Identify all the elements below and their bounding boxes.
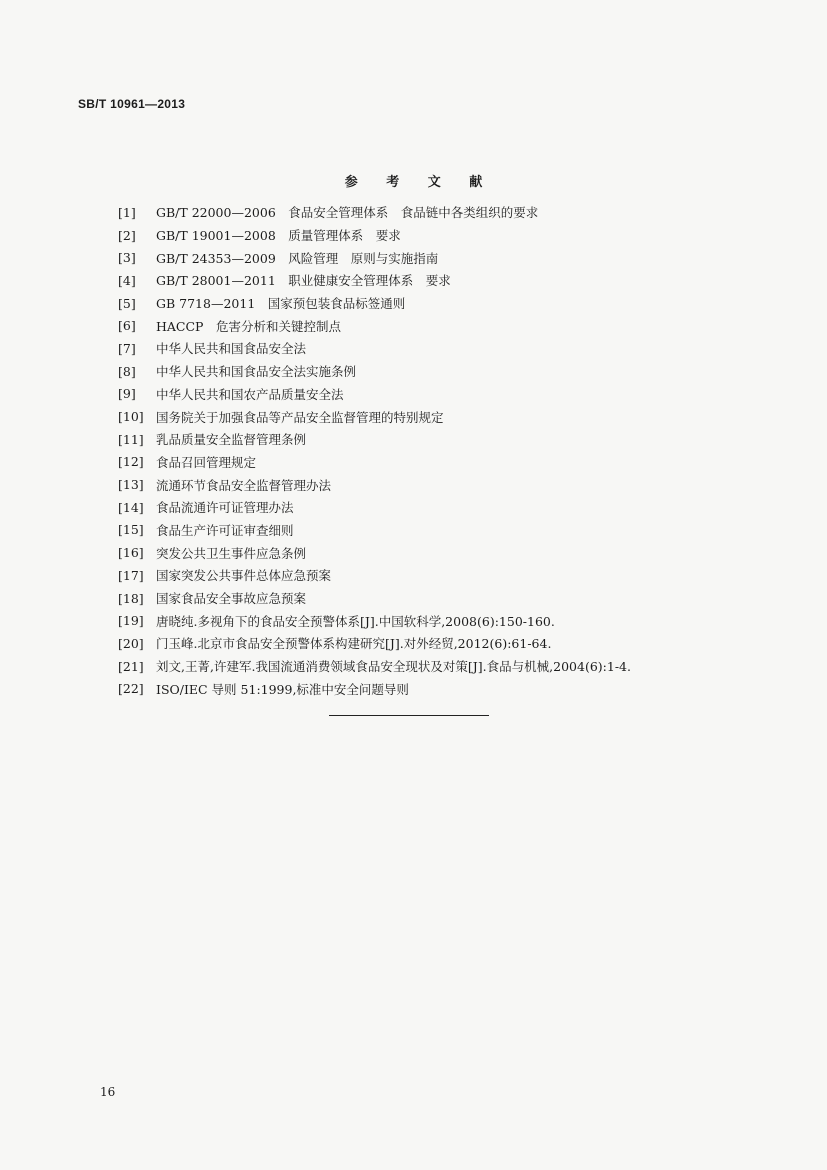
reference-item xyxy=(118,405,808,428)
reference-text: 国家突发公共事件总体应急预案 xyxy=(156,568,332,584)
reference-number: [6] xyxy=(118,318,136,334)
reference-number: [15] xyxy=(118,522,144,538)
reference-list xyxy=(118,201,808,700)
reference-number: [9] xyxy=(118,386,136,402)
page-number: 16 xyxy=(100,1085,116,1099)
reference-item xyxy=(118,677,808,700)
reference-text: GB/T 22000—2006 食品安全管理体系 食品链中各类组织的要求 xyxy=(156,205,539,221)
reference-item xyxy=(118,269,808,292)
reference-text: 门玉峰.北京市食品安全预警体系构建研究[J].对外经贸,2012(6):61-64. xyxy=(156,636,552,652)
reference-number: [16] xyxy=(118,545,144,561)
reference-number: [1] xyxy=(118,204,136,220)
reference-item xyxy=(118,246,808,269)
reference-number: [10] xyxy=(118,409,144,425)
reference-number: [14] xyxy=(118,499,144,515)
reference-item xyxy=(118,314,808,337)
reference-number: [20] xyxy=(118,635,144,651)
reference-text: 乳品质量安全监督管理条例 xyxy=(156,432,307,448)
reference-number: [7] xyxy=(118,340,136,356)
reference-text: 国家食品安全事故应急预案 xyxy=(156,591,307,607)
reference-item xyxy=(118,337,808,360)
reference-number: [4] xyxy=(118,272,136,288)
reference-item xyxy=(118,519,808,542)
reference-text: 中华人民共和国食品安全法 xyxy=(156,341,307,357)
reference-number: [22] xyxy=(118,681,144,697)
reference-text: GB/T 19001—2008 质量管理体系 要求 xyxy=(156,228,401,244)
reference-item xyxy=(118,292,808,315)
reference-text: HACCP 危害分析和关键控制点 xyxy=(156,318,341,334)
reference-item xyxy=(118,451,808,474)
reference-item xyxy=(118,609,808,632)
reference-text: 国务院关于加强食品等产品安全监督管理的特别规定 xyxy=(156,409,444,425)
reference-text: GB/T 28001—2011 职业健康安全管理体系 要求 xyxy=(156,273,451,289)
reference-text: 突发公共卫生事件应急条例 xyxy=(156,545,307,561)
reference-number: [21] xyxy=(118,658,144,674)
bibliography-title: 参 考 文 献 xyxy=(344,175,495,190)
reference-number: [8] xyxy=(118,363,136,379)
reference-text: 食品流通许可证管理办法 xyxy=(156,500,294,516)
reference-item xyxy=(118,473,808,496)
standard-code: SB/T 10961—2013 xyxy=(78,97,186,111)
reference-text: ISO/IEC 导则 51:1999,标准中安全问题导则 xyxy=(156,681,409,697)
reference-item xyxy=(118,428,808,451)
reference-number: [5] xyxy=(118,295,136,311)
reference-text: GB/T 24353—2009 风险管理 原则与实施指南 xyxy=(156,250,439,266)
reference-number: [2] xyxy=(118,227,136,243)
reference-item xyxy=(118,541,808,564)
reference-item xyxy=(118,564,808,587)
reference-text: 食品召回管理规定 xyxy=(156,454,257,470)
reference-text: GB 7718—2011 国家预包装食品标签通则 xyxy=(156,296,406,312)
reference-number: [19] xyxy=(118,613,144,629)
reference-number: [12] xyxy=(118,454,144,470)
reference-text: 流通环节食品安全监督管理办法 xyxy=(156,477,332,493)
reference-item xyxy=(118,655,808,678)
reference-number: [11] xyxy=(118,431,144,447)
reference-item xyxy=(118,383,808,406)
reference-item xyxy=(118,587,808,610)
reference-text: 唐晓纯.多视角下的食品安全预警体系[J].中国软科学,2008(6):150-160. xyxy=(156,613,555,629)
reference-item xyxy=(118,632,808,655)
reference-text: 中华人民共和国农产品质量安全法 xyxy=(156,386,344,402)
reference-number: [3] xyxy=(118,250,136,266)
reference-number: [18] xyxy=(118,590,144,606)
reference-item xyxy=(118,360,808,383)
reference-text: 食品生产许可证审查细则 xyxy=(156,522,294,538)
reference-text: 中华人民共和国食品安全法实施条例 xyxy=(156,364,357,380)
reference-item xyxy=(118,496,808,519)
reference-item xyxy=(118,201,808,224)
reference-number: [13] xyxy=(118,477,144,493)
end-rule-divider xyxy=(329,715,489,716)
reference-item xyxy=(118,224,808,247)
reference-text: 刘文,王菁,许建军.我国流通消费领域食品安全现状及对策[J].食品与机械,2004(6):1-4. xyxy=(156,659,631,675)
reference-number: [17] xyxy=(118,567,144,583)
